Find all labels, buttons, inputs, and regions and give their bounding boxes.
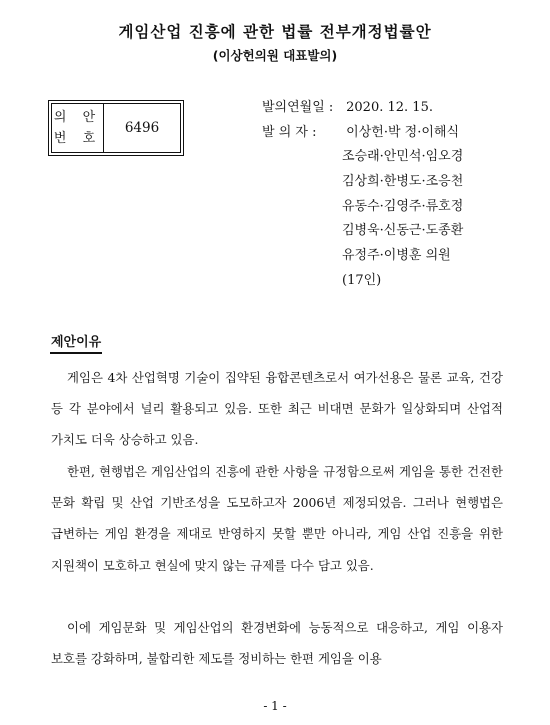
page-number: - 1 - (263, 699, 287, 713)
section-title: 제안이유 (51, 331, 101, 350)
proposers-row (262, 195, 463, 220)
proposal-date-label: 발의연월일 : (262, 100, 334, 115)
proposers-row (262, 219, 463, 244)
bill-title: 게임산업 진흥에 관한 법률 전부개정법률안 (118, 23, 432, 41)
proposers-line: 유정주·이병훈 의원 (342, 248, 451, 264)
bill-number-label-line2: 번 호 (53, 131, 102, 146)
paragraph-1: 게임은 4차 산업혁명 기술이 집약된 융합콘텐츠로서 여가선용은 물론 교육, 건강 등 각 분야에서 널리 활용되고 있음. 또한 최근 비대면 문화가 일상화되며 산업적 가치도 더욱 상승하고 있음. (51, 370, 503, 448)
proposers-row (262, 269, 463, 294)
proposers-line: 김상희·한병도·조응천 (342, 174, 464, 190)
paragraph-2: 한편, 현행법은 게임산업의 진흥에 관한 사항을 규정함으로써 게임을 통한 건전한 문화 확립 및 산업 기반조성을 도모하고자 2006년 제정되었음. 그러나 현행법은 급변하는 게임 환경을 제대로 반영하지 못할 뿐만 아니라, 게임 산업 진흥을 위한 지원책이 모호하고 현실에 맞지 않는 규제를 다수 담고 있음. (51, 464, 503, 573)
proposers-line: 조승래·안민석·임오경 (342, 149, 464, 165)
bill-meta (262, 96, 463, 294)
proposers-row (262, 121, 463, 146)
bill-number-value: 6496 (124, 120, 160, 136)
bill-number-label-line1: 의 안 (53, 110, 102, 125)
bill-number-box (51, 103, 181, 153)
proposers-line: 이상헌·박 정·이해식 (346, 124, 460, 140)
proposer-count: (17인) (342, 272, 382, 288)
paragraph-3: 이에 게임문화 및 게임산업의 환경변화에 능동적으로 대응하고, 게임 이용자 보호를 강화하며, 불합리한 제도를 정비하는 한편 게임을 이용 (51, 620, 503, 667)
proposal-date-value: 2020. 12. 15. (346, 100, 433, 115)
proposers-row (262, 244, 463, 269)
proposer-subtitle: (이상헌의원 대표발의) (212, 48, 338, 63)
bill-number-label (52, 104, 104, 152)
proposers-line: 유동수·김영주·류호정 (342, 198, 464, 214)
proposers-row (262, 170, 463, 195)
proposers-label: 발 의 자 : (262, 124, 317, 140)
proposal-date-row (262, 96, 463, 121)
proposers-line: 김병욱·신동근·도종환 (342, 223, 464, 239)
proposers-row (262, 145, 463, 170)
